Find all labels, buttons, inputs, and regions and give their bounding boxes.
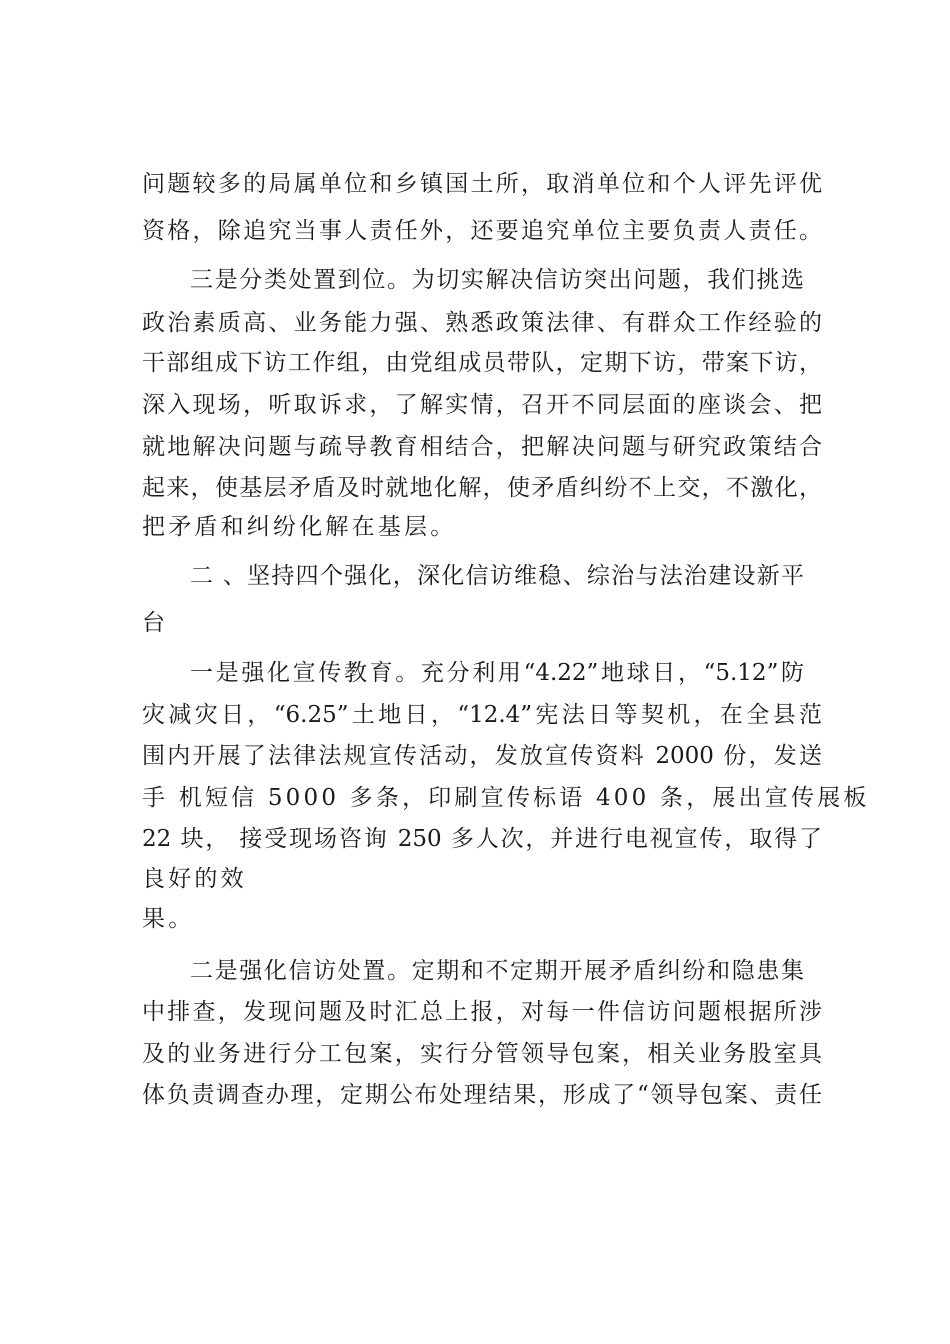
paragraph-line: 政治素质高、业务能力强、熟悉政策法律、有群众工作经验的 <box>142 310 822 336</box>
paragraph-line: 资格，除追究当事人责任外，还要追究单位主要负责人责任。 <box>142 218 822 244</box>
paragraph-line: 干部组成下访工作组，由党组成员带队，定期下访，带案下访， <box>142 350 822 376</box>
paragraph-line: 深入现场，听取诉求，了解实情，召开不同层面的座谈会、把 <box>142 392 822 418</box>
paragraph-line: 就地解决问题与疏导教育相结合，把解决问题与研究政策结合 <box>142 434 822 460</box>
paragraph-line: 问题较多的局属单位和乡镇国土所，取消单位和个人评先评优 <box>142 171 822 197</box>
paragraph-line: 起来，使基层矛盾及时就地化解，使矛盾纠纷不上交，不激化， <box>142 475 822 501</box>
paragraph-line: 围内开展了法律法规宣传活动，发放宣传资料 2000 份，发送 <box>142 743 822 769</box>
paragraph-line: 体负责调查办理，定期公布处理结果，形成了“领导包案、责任 <box>142 1082 822 1108</box>
paragraph-line: 果。 <box>142 906 195 932</box>
paragraph-line: 把矛盾和纠纷化解在基层。 <box>142 514 457 540</box>
paragraph-heading-line: 一是强化宣传教育。充分利用“4.22”地球日，“5.12”防 <box>190 660 804 686</box>
section-heading: 二 、坚持四个强化，深化信访维稳、综治与法治建设新平 <box>190 563 804 589</box>
paragraph-line: 良好的效 <box>142 866 247 892</box>
paragraph-line: 手 机短信 5000 多条，印刷宣传标语 400 条，展出宣传展板 <box>142 785 870 811</box>
paragraph-line: 22 块， 接受现场咨询 250 多人次，并进行电视宣传，取得了 <box>142 826 822 852</box>
paragraph-line: 中排查，发现问题及时汇总上报，对每一件信访问题根据所涉 <box>142 999 822 1025</box>
section-heading-continuation: 台 <box>142 610 169 636</box>
paragraph-line: 灾减灾日，“6.25”土地日，“12.4”宪法日等契机，在全县范 <box>142 702 822 728</box>
paragraph-heading-line: 二是强化信访处置。定期和不定期开展矛盾纠纷和隐患集 <box>190 958 804 984</box>
paragraph-line: 及的业务进行分工包案，实行分管领导包案，相关业务股室具 <box>142 1041 822 1067</box>
paragraph-heading-line: 三是分类处置到位。为切实解决信访突出问题，我们挑选 <box>190 267 804 293</box>
